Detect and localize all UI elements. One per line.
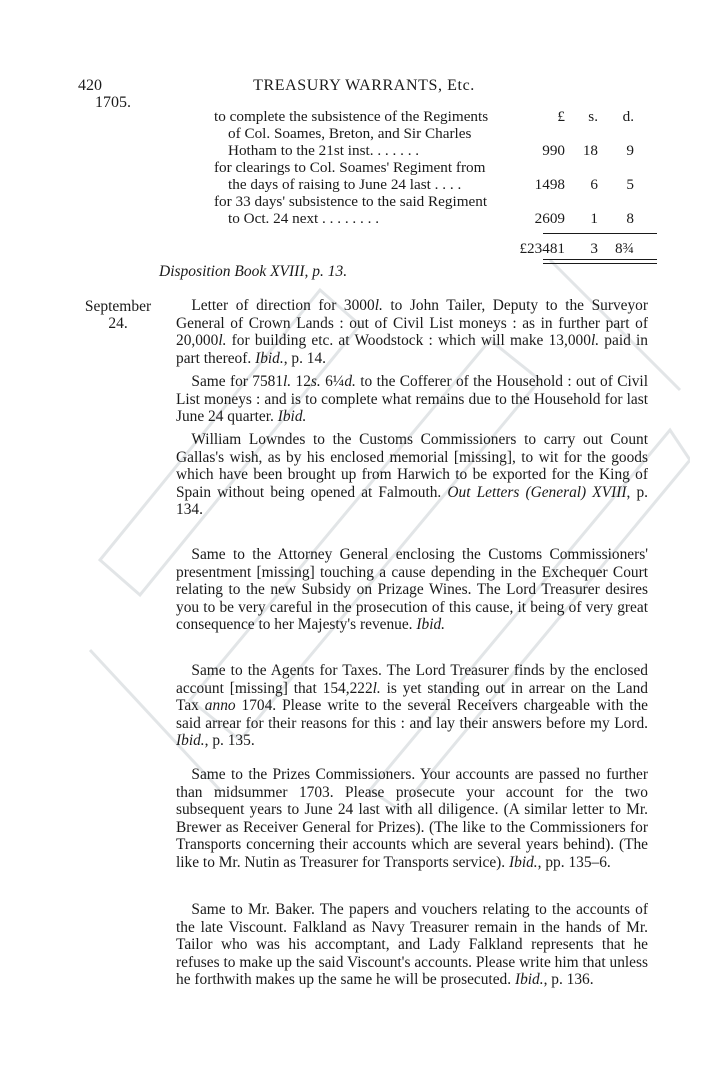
- account-line: the days of raising to June 24 last . . . .: [228, 176, 462, 193]
- account-row: [214, 159, 664, 176]
- amount-pounds: 1498: [534, 176, 565, 193]
- total-shillings: 3: [590, 240, 598, 257]
- account-row: [214, 210, 664, 227]
- account-line: for clearings to Col. Soames' Regiment from: [214, 159, 486, 176]
- amount-pounds: 2609: [534, 210, 565, 227]
- account-row: [214, 193, 664, 210]
- amount-pounds: 990: [542, 142, 565, 159]
- pence-header: d.: [622, 108, 634, 125]
- shillings-header: s.: [588, 108, 598, 125]
- amount-shillings: 18: [582, 142, 598, 159]
- account-block: [214, 108, 664, 227]
- entry-paragraph: [176, 662, 648, 750]
- total-pence: 8¾: [615, 240, 634, 257]
- amount-pence: 9: [626, 142, 634, 159]
- entry-text: Same to the Attorney General enclosing the Customs Commissioners' presentment [missing] touching a cause depending in the Exchequer Court relating to the new Subsidy on Prizage Wines. The Lord Treasurer desires you to be very careful in the prosecution of this cause, it being of very great consequence to her Majesty's revenue. Ibid.: [176, 546, 648, 634]
- account-line: Hotham to the 21st inst. . . . . . .: [228, 142, 420, 159]
- amount-shillings: 6: [590, 176, 598, 193]
- year-heading: 1705.: [95, 94, 131, 111]
- pounds-header: £: [557, 108, 565, 125]
- total-double-rule: [543, 259, 657, 264]
- entry-text: Same to the Prizes Commissioners. Your accounts are passed no further than midsummer 1703. Please prosecute your account for the two subsequent years to June 24 last with all diligence. (A similar letter to Mr. Brewer as Receiver General for Prizes). (The like to the Commissioners for Transports concerning their accounts which are several years behind). (The like to Mr. Nutin as Treasurer for Transports service). Ibid., pp. 135–6.: [176, 766, 648, 871]
- margin-day: 24.: [108, 315, 128, 332]
- amount-pence: 5: [626, 176, 634, 193]
- entry-text: Same to the Agents for Taxes. The Lord Treasurer finds by the enclosed account [missing] that 154,222l. is yet standing out in arrear on the Land Tax anno 1704. Please write to the several Receivers chargeable with the said arrear for their reasons for this : and lay their answers before my Lord. Ibid., p. 135.: [176, 662, 649, 750]
- sum-rule: [543, 233, 657, 234]
- account-line: of Col. Soames, Breton, and Sir Charles: [228, 125, 472, 142]
- account-row: [214, 125, 664, 142]
- margin-month: September: [84, 298, 152, 315]
- entry-text: Same for 7581l. 12s. 6¼d. to the Cofferer of the Household : out of Civil List moneys : and is to complete what remains due to the Household for last June 24 quarter. Ibid.: [176, 373, 648, 426]
- entry-text: Same to Mr. Baker. The papers and vouchers relating to the accounts of the late Viscount. Falkland as Navy Treasurer remain in the hands of Mr. Tailor who was his accomptant, and Lady Falkland represents that he refuses to make up the said Viscount's accounts. Please write him that unless he forthwith makes up the same he will be prosecuted. Ibid., p. 136.: [176, 901, 648, 989]
- account-header-row: [214, 108, 664, 125]
- amount-pence: 8: [626, 210, 634, 227]
- account-line: to complete the subsistence of the Regiments: [214, 108, 489, 125]
- entry-text: Letter of direction for 3000l. to John Tailer, Deputy to the Surveyor General of Crown Lands : out of Civil List moneys : as in further part of 20,000l. for building etc. at Woodstock : which will make 13,000l. paid in part thereof. Ibid., p. 14.: [176, 297, 648, 367]
- entry-paragraph: [176, 766, 648, 872]
- source-citation: Disposition Book XVIII, p. 13.: [159, 263, 348, 280]
- account-total-row: [214, 237, 664, 255]
- entry-paragraph: [176, 431, 648, 519]
- total-pounds: £23481: [519, 240, 565, 257]
- running-title: TREASURY WARRANTS, Etc.: [253, 77, 475, 94]
- amount-shillings: 1: [590, 210, 598, 227]
- entry-paragraph: [176, 546, 648, 634]
- entry-paragraph: [176, 901, 648, 989]
- page-number: 420: [78, 77, 102, 94]
- account-row: [214, 176, 664, 193]
- entry-text: William Lowndes to the Customs Commissioners to carry out Count Gallas's wish, as by his enclosed memorial [missing], to wit for the goods which have been brought up from Harwich to be exported for the King of Spain without being opened at Falmouth. Out Letters (General) XVIII, p. 134.: [176, 431, 648, 519]
- account-line: for 33 days' subsistence to the said Regiment: [214, 193, 488, 210]
- account-row: [214, 142, 664, 159]
- account-line: to Oct. 24 next . . . . . . . .: [228, 210, 380, 227]
- entry-paragraph: [176, 297, 648, 367]
- margin-date: [80, 298, 156, 332]
- entry-paragraph: [176, 373, 648, 426]
